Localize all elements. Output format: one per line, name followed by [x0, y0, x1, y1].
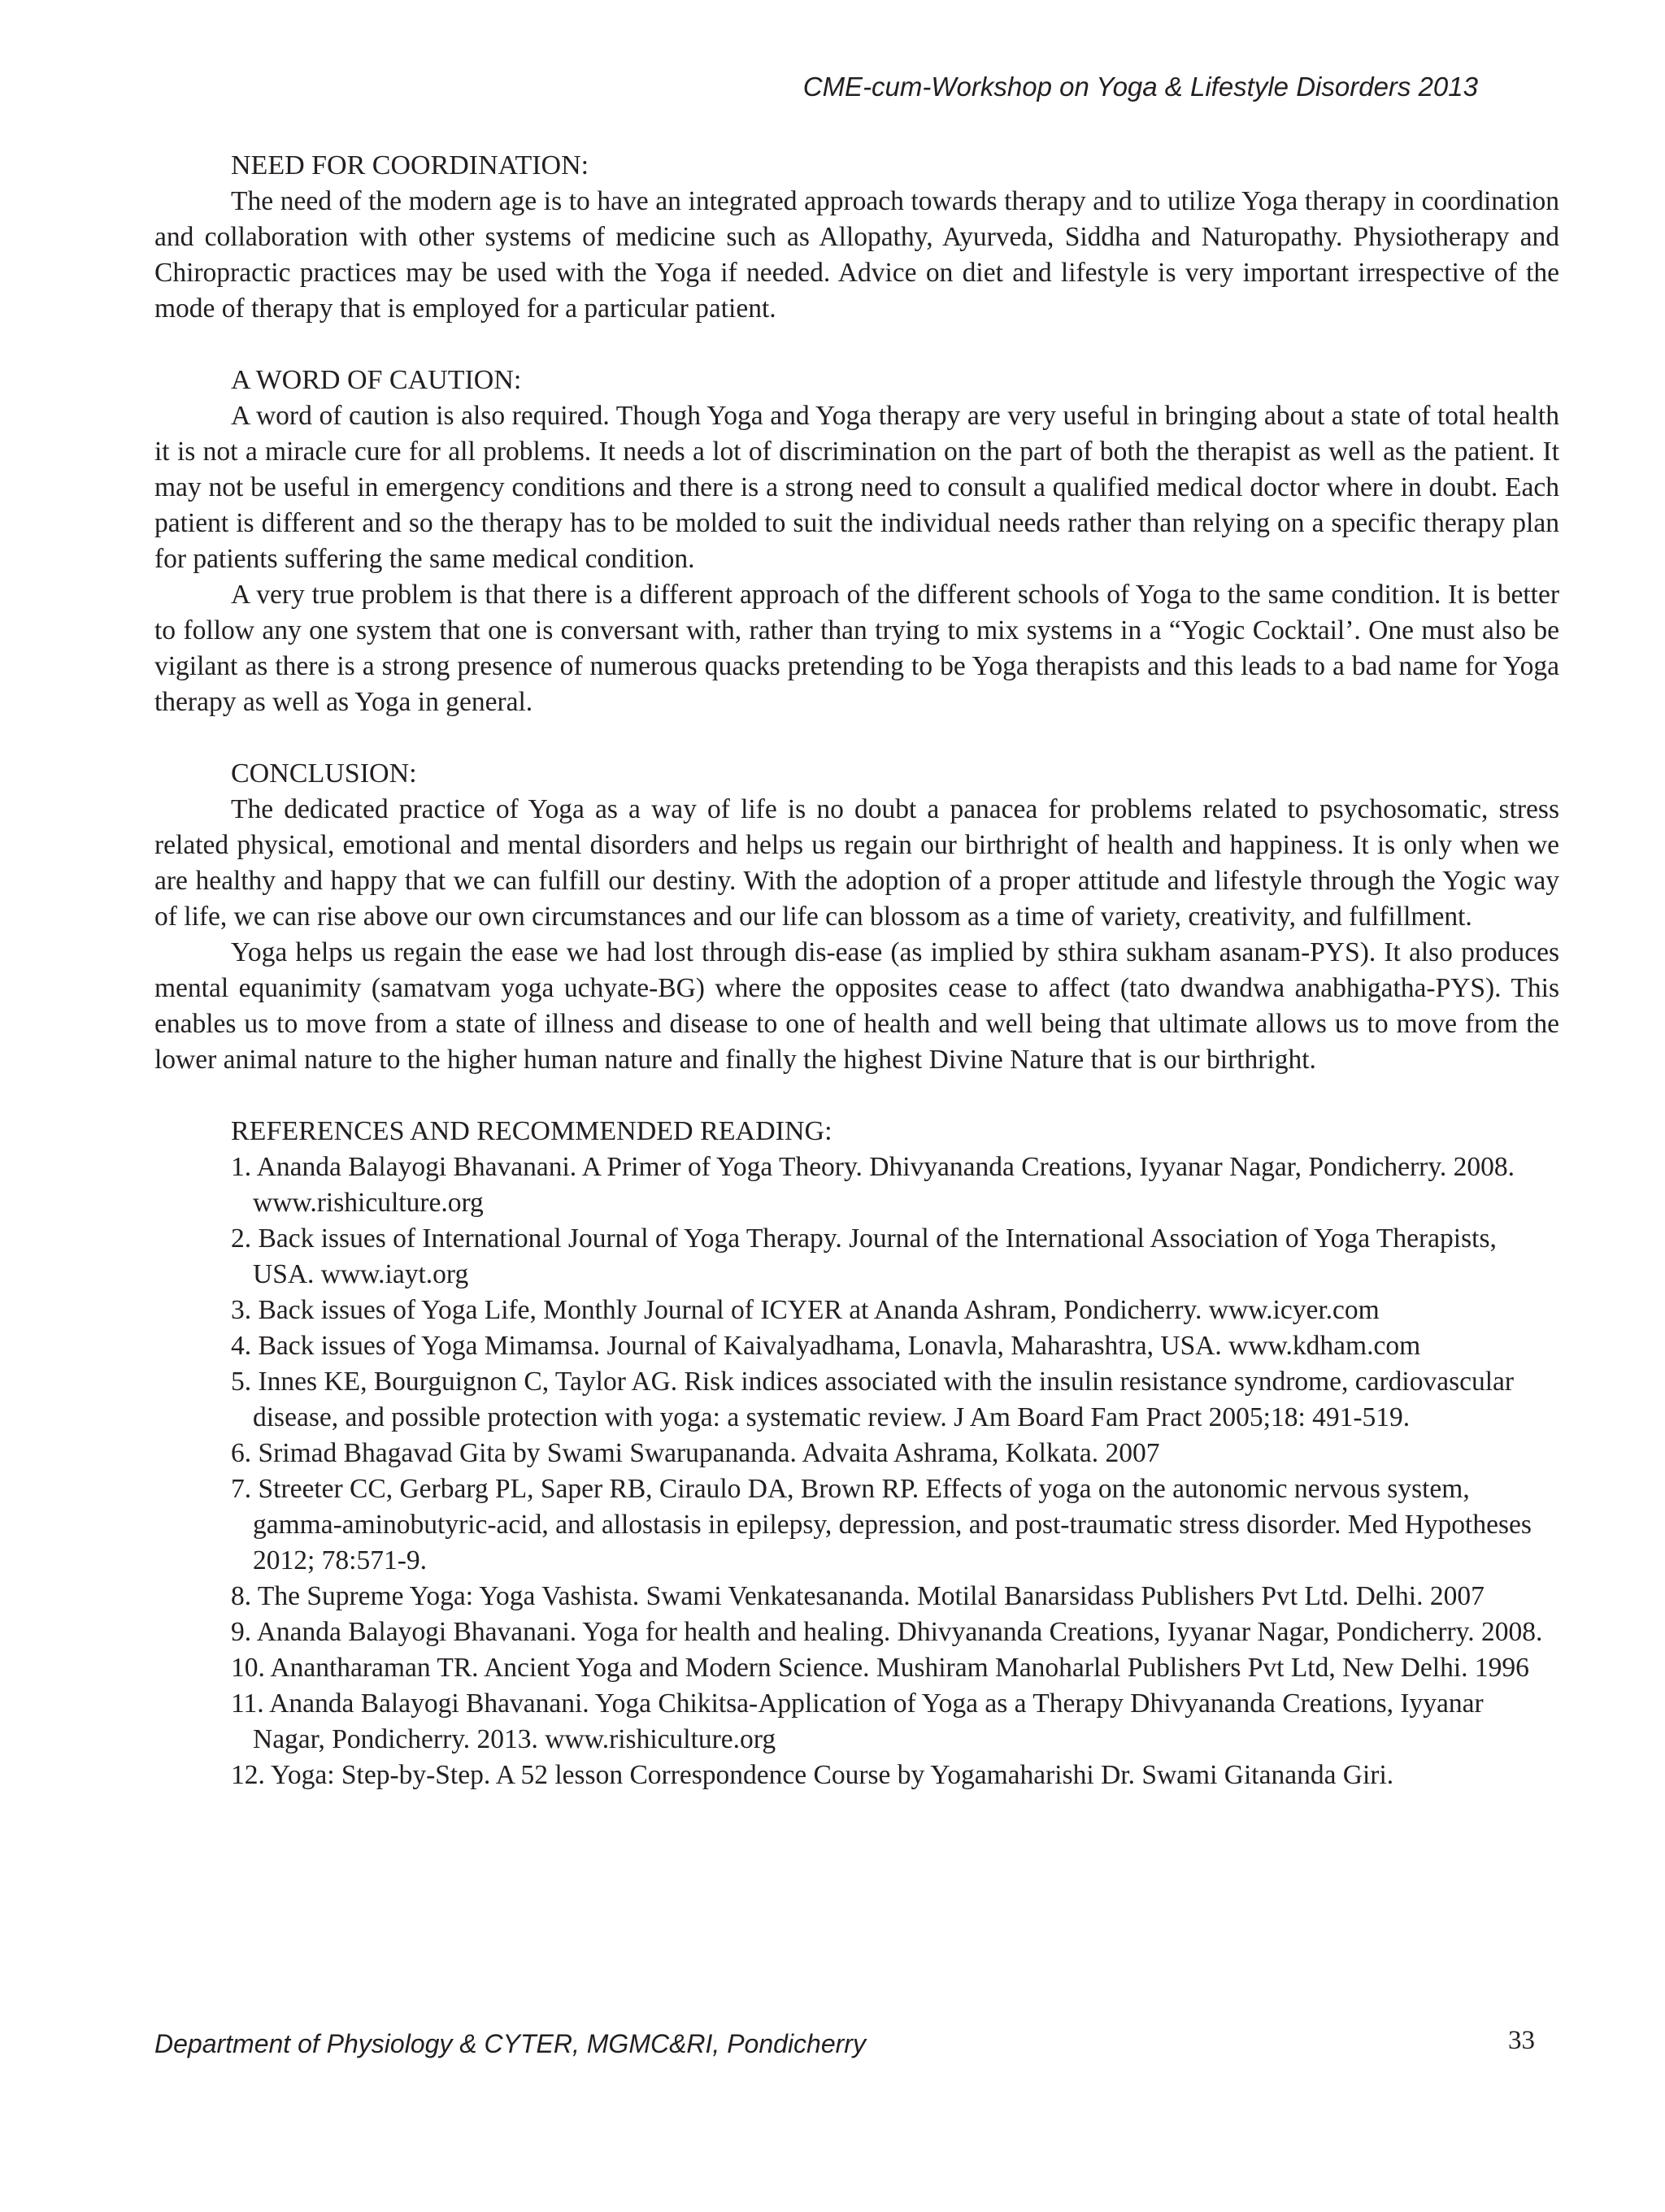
section-heading: A WORD OF CAUTION: [231, 365, 522, 395]
paragraph: A word of caution is also required. Though Yoga and Yoga therapy are very useful in bringing about a state of total health it is not a miracle cure for all problems. It needs a lot of discrimination on the part of both the therapist as well as the patient. It may not be useful in emergency conditions and there is a strong need to consult a qualified medical doctor where in doubt. Each patient is different and so the therapy has to be molded to suit the individual needs rather than relying on a specific therapy plan for patients suffering the same medical condition. [154, 401, 1559, 574]
reference-item: 12. Yoga: Step-by-Step. A 52 lesson Correspondence Course by Yogamaharishi Dr. Swami Gitananda Giri. [231, 1760, 1394, 1790]
reference-item: 11. Ananda Balayogi Bhavanani. Yoga Chikitsa-Application of Yoga as a Therapy Dhivyananda Creations, Iyyanar Nagar, Pondicherry. 2013. www.rishiculture.org [231, 1688, 1484, 1754]
running-header: CME-cum-Workshop on Yoga & Lifestyle Disorders 2013 [802, 72, 1478, 102]
reference-list [154, 1149, 1559, 1793]
references-heading: REFERENCES AND RECOMMENDED READING: [231, 1116, 832, 1146]
reference-item: 6. Srimad Bhagavad Gita by Swami Swarupananda. Advaita Ashrama, Kolkata. 2007 [231, 1438, 1160, 1468]
page-number: 33 [1508, 2026, 1535, 2055]
running-footer: Department of Physiology & CYTER, MGMC&RI, Pondicherry [154, 2029, 866, 2058]
reference-item: 10. Anantharaman TR. Ancient Yoga and Modern Science. Mushiram Manoharlal Publishers Pvt Ltd, New Delhi. 1996 [231, 1653, 1529, 1683]
reference-item: 3. Back issues of Yoga Life, Monthly Journal of ICYER at Ananda Ashram, Pondicherry. www.icyer.com [231, 1295, 1380, 1325]
paragraph: The dedicated practice of Yoga as a way of life is no doubt a panacea for problems related to psychosomatic, stress related physical, emotional and mental disorders and helps us regain our birthright of health and happiness. It is only when we are healthy and happy that we can fulfill our destiny. With the adoption of a proper attitude and lifestyle through the Yogic way of life, we can rise above our own circumstances and our life can blossom as a time of variety, creativity, and fulfillment. [154, 794, 1559, 932]
section-references [154, 1114, 1559, 1793]
section-word-of-caution [154, 363, 1559, 720]
page-body [154, 148, 1559, 1829]
reference-item: 4. Back issues of Yoga Mimamsa. Journal of Kaivalyadhama, Lonavla, Maharashtra, USA. www.kdham.com [231, 1331, 1421, 1361]
reference-item: 5. Innes KE, Bourguignon C, Taylor AG. Risk indices associated with the insulin resistance syndrome, cardiovascular disease, and possible protection with yoga: a systematic review. J Am Board Fam Pract 2005;18: 491-519. [231, 1367, 1515, 1432]
reference-item: 9. Ananda Balayogi Bhavanani. Yoga for health and healing. Dhivyananda Creations, Iyyanar Nagar, Pondicherry. 2008. [231, 1617, 1543, 1647]
section-need-for-coordination [154, 148, 1559, 327]
paragraph: Yoga helps us regain the ease we had lost through dis-ease (as implied by sthira sukham asanam-PYS). It also produces mental equanimity (samatvam yoga uchyate-BG) where the opposites cease to affect (tato dwandwa anabhigatha-PYS). This enables us to move from a state of illness and disease to one of health and well being that ultimate allows us to move from the lower animal nature to the higher human nature and finally the highest Divine Nature that is our birthright. [154, 937, 1559, 1075]
paragraph: The need of the modern age is to have an integrated approach towards therapy and to utilize Yoga therapy in coordination and collaboration with other systems of medicine such as Allopathy, Ayurveda, Siddha and Naturopathy. Physiotherapy and Chiropractic practices may be used with the Yoga if needed. Advice on diet and lifestyle is very important irrespective of the mode of therapy that is employed for a particular patient. [154, 186, 1559, 324]
section-heading: CONCLUSION: [231, 758, 417, 789]
reference-item: 7. Streeter CC, Gerbarg PL, Saper RB, Ciraulo DA, Brown RP. Effects of yoga on the autonomic nervous system, gamma-aminobutyric-acid, and allostasis in epilepsy, depression, and post-traumatic stress disorder. Med Hypotheses 2012; 78:571-9. [231, 1474, 1532, 1575]
section-conclusion [154, 756, 1559, 1078]
reference-item: 8. The Supreme Yoga: Yoga Vashista. Swami Venkatesananda. Motilal Banarsidass Publishers Pvt Ltd. Delhi. 2007 [231, 1581, 1485, 1611]
reference-item: 2. Back issues of International Journal of Yoga Therapy. Journal of the International Association of Yoga Therapists, USA. www.iayt.org [231, 1223, 1497, 1289]
paragraph: A very true problem is that there is a different approach of the different schools of Yoga to the same condition. It is better to follow any one system that one is conversant with, rather than trying to mix systems in a “Yogic Cocktail’. One must also be vigilant as there is a strong presence of numerous quacks pretending to be Yoga therapists and this leads to a bad name for Yoga therapy as well as Yoga in general. [154, 580, 1559, 717]
section-heading: NEED FOR COORDINATION: [231, 150, 589, 180]
reference-item: 1. Ananda Balayogi Bhavanani. A Primer of Yoga Theory. Dhivyananda Creations, Iyyanar Nagar, Pondicherry. 2008. www.rishiculture.org [231, 1152, 1515, 1218]
